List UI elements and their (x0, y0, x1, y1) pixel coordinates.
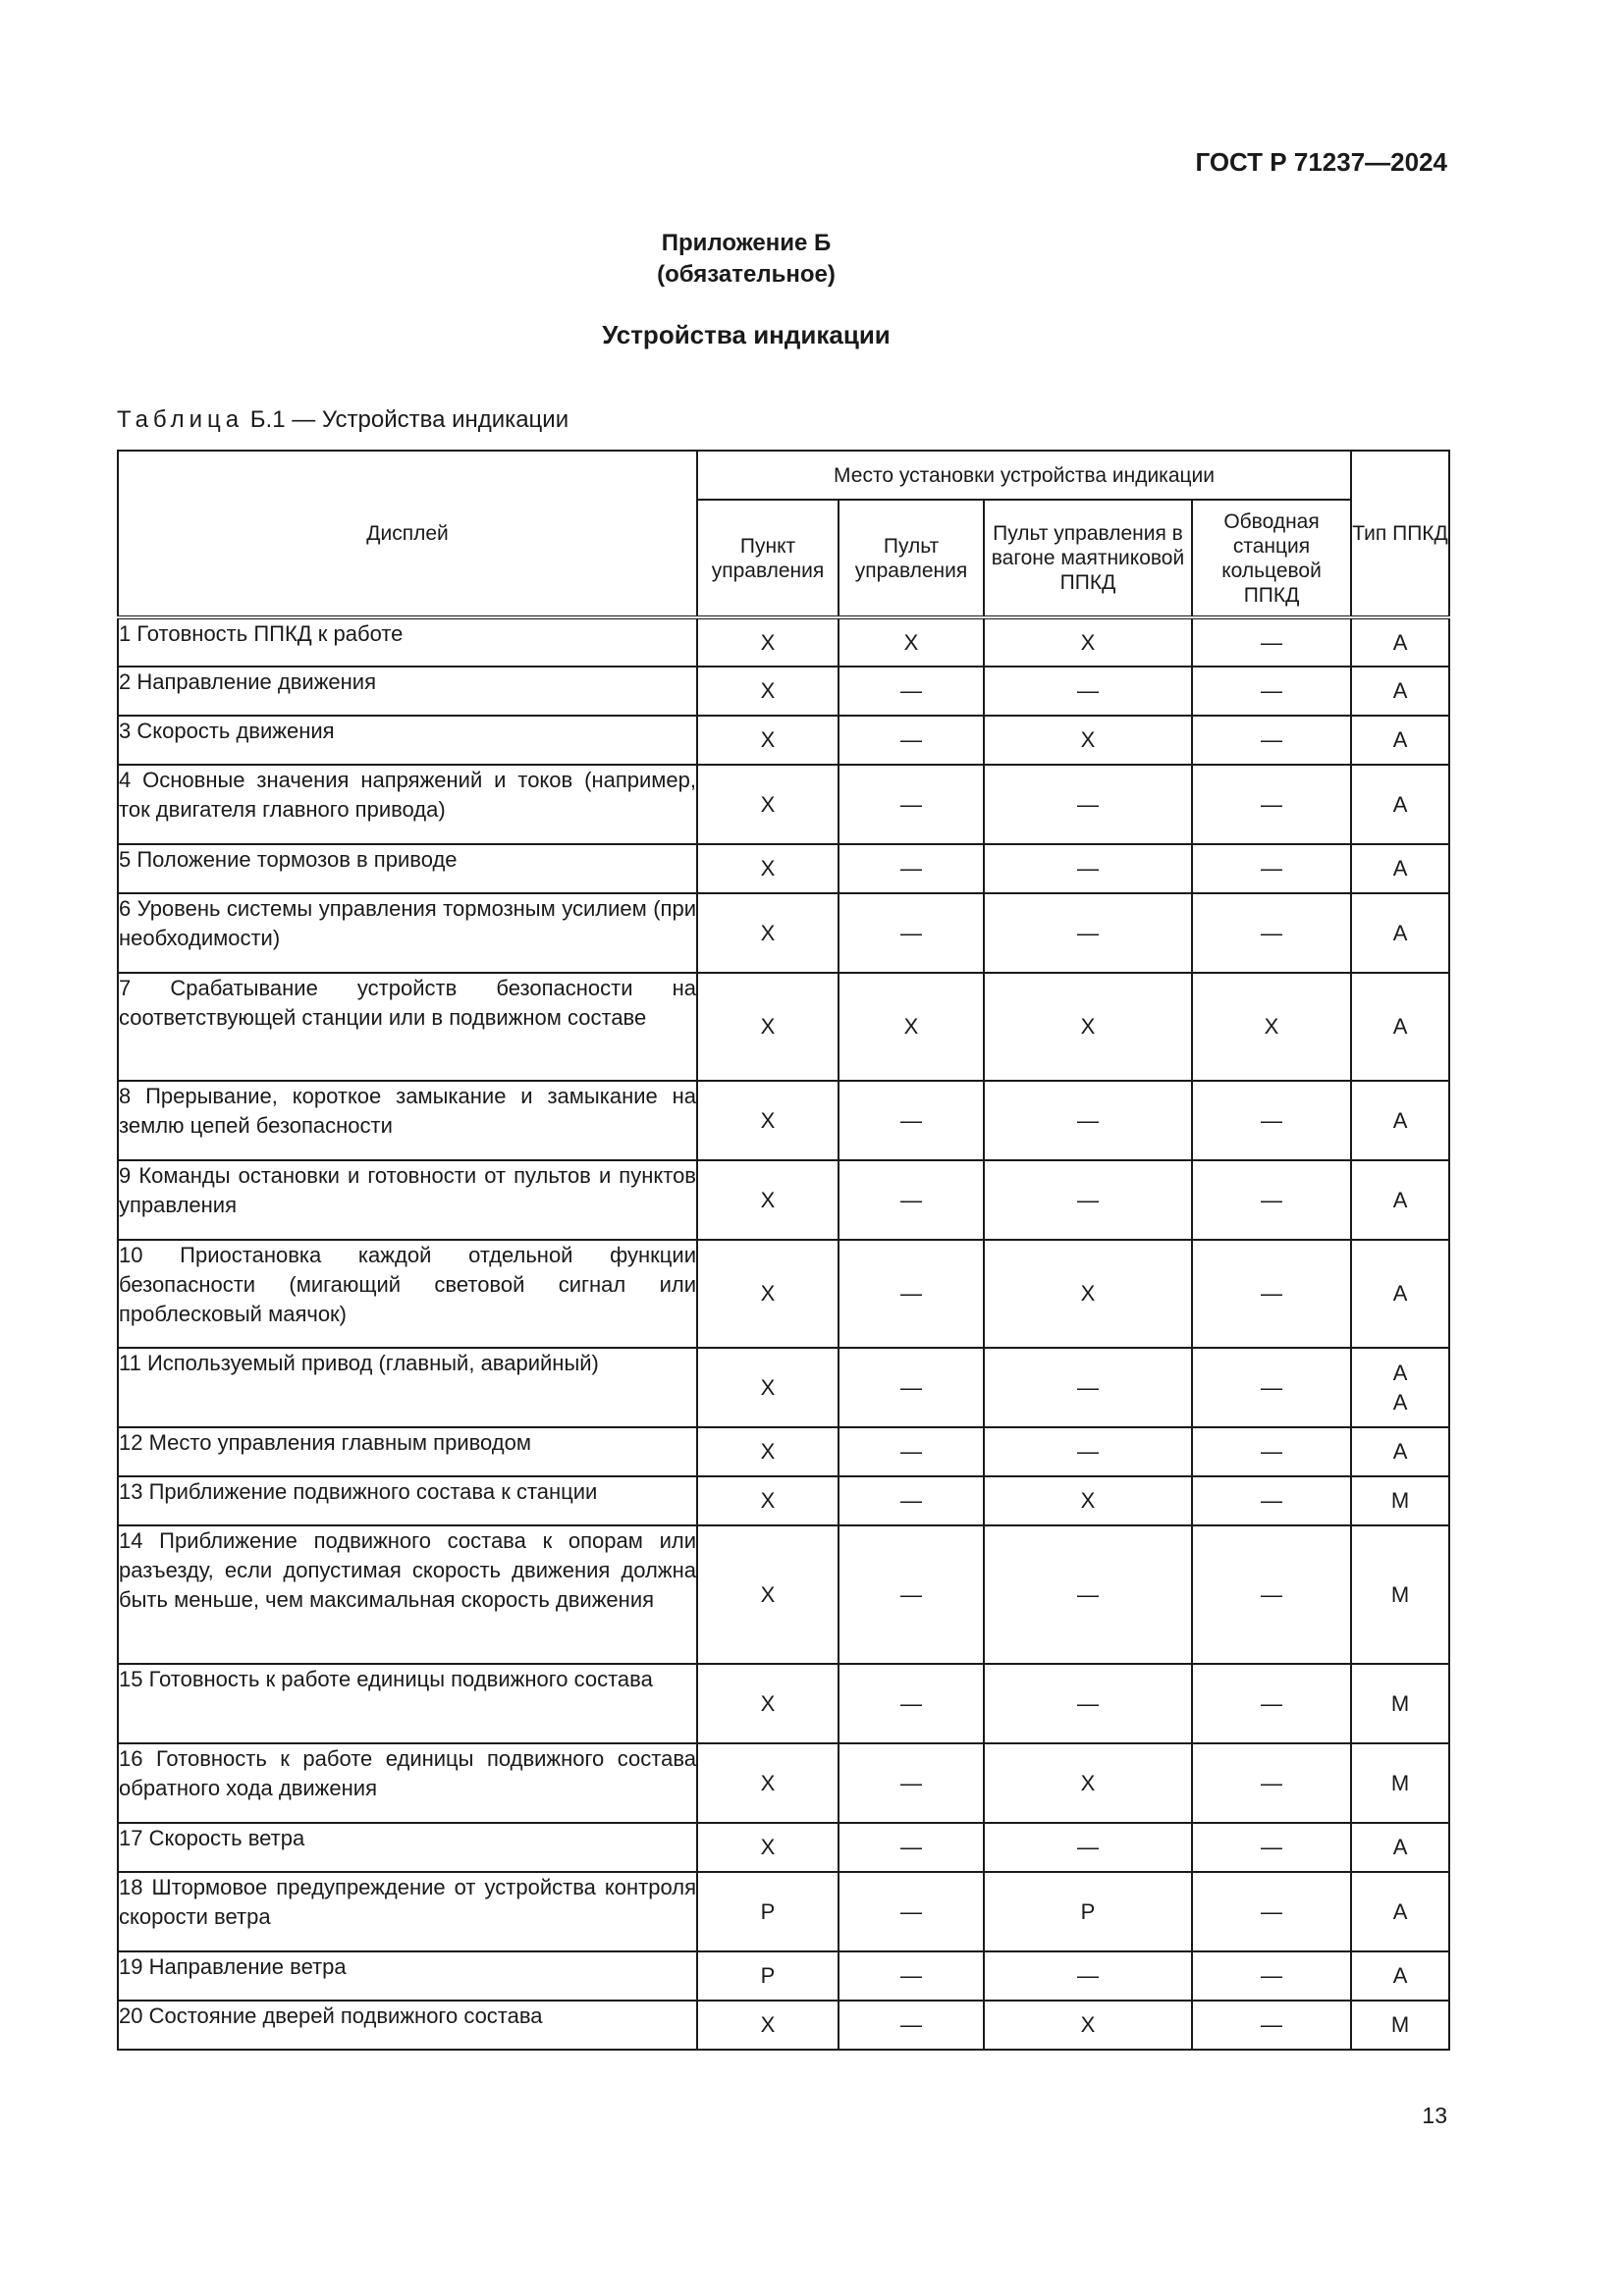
document-code: ГОСТ Р 71237—2024 (1195, 147, 1447, 177)
table-row (118, 617, 1449, 667)
row-display-name: 13 Приближение подвижного состава к станции (118, 1476, 697, 1525)
row-location-value: X (697, 1240, 839, 1348)
row-location-value: X (697, 1081, 839, 1160)
row-type-value: А (1351, 1427, 1449, 1476)
row-display-name: 14 Приближение подвижного состава к опорам или разъезду, если допустимая скорость движения должна быть меньше, чем максимальная скорость движения (118, 1525, 697, 1664)
row-location-value: X (697, 1160, 839, 1240)
table-row (118, 1872, 1449, 1951)
row-display-name: 11 Используемый привод (главный, аварийный) (118, 1348, 697, 1427)
row-location-value: — (839, 1348, 984, 1427)
row-location-value: — (839, 667, 984, 716)
row-type-value: А (1351, 1872, 1449, 1951)
row-location-value: — (984, 1427, 1192, 1476)
row-location-value: — (839, 765, 984, 844)
row-location-value: X (984, 2001, 1192, 2050)
row-display-name: 6 Уровень системы управления тормозным усилием (при необходимости) (118, 893, 697, 973)
row-location-value: — (1192, 1823, 1351, 1872)
row-location-value: — (1192, 1348, 1351, 1427)
row-type-value: А (1351, 1081, 1449, 1160)
table-row (118, 1664, 1449, 1743)
table-row (118, 844, 1449, 893)
appendix-heading (0, 228, 1492, 291)
table-row (118, 973, 1449, 1081)
row-type-value: А (1351, 1951, 1449, 2001)
row-type-value: А (1351, 667, 1449, 716)
row-location-value: — (1192, 1951, 1351, 2001)
row-location-value: — (1192, 844, 1351, 893)
page-number: 13 (1422, 2103, 1447, 2128)
row-type-value: А (1351, 765, 1449, 844)
table-row (118, 1348, 1449, 1427)
row-type-value: М (1351, 1525, 1449, 1664)
header-display: Дисплей (118, 451, 697, 617)
row-location-value: — (984, 1823, 1192, 1872)
row-display-name: 18 Штормовое предупреждение от устройства контроля скорости ветра (118, 1872, 697, 1951)
row-location-value: P (984, 1872, 1192, 1951)
row-location-value: X (697, 1348, 839, 1427)
row-type-value: А (1351, 1240, 1449, 1348)
table-row (118, 765, 1449, 844)
row-location-value: — (839, 844, 984, 893)
row-location-value: — (1192, 1240, 1351, 1348)
row-location-value: P (697, 1951, 839, 2001)
table-row (118, 716, 1449, 765)
row-location-value: X (697, 2001, 839, 2050)
row-location-value: X (984, 1743, 1192, 1823)
row-display-name: 9 Команды остановки и готовности от пультов и пунктов управления (118, 1160, 697, 1240)
row-display-name: 2 Направление движения (118, 667, 697, 716)
row-location-value: X (1192, 973, 1351, 1081)
row-display-name: 8 Прерывание, короткое замыкание и замыкание на землю цепей безопасности (118, 1081, 697, 1160)
row-location-value: — (984, 844, 1192, 893)
row-location-value: — (1192, 1160, 1351, 1240)
row-location-value: X (697, 667, 839, 716)
row-location-value: — (1192, 716, 1351, 765)
row-location-value: X (984, 716, 1192, 765)
row-display-name: 16 Готовность к работе единицы подвижного состава обратного хода движения (118, 1743, 697, 1823)
row-location-value: X (697, 973, 839, 1081)
row-location-value: — (984, 1348, 1192, 1427)
row-type-value: А (1351, 1160, 1449, 1240)
table-body (118, 617, 1449, 2050)
row-location-value: — (839, 716, 984, 765)
row-location-value: X (984, 973, 1192, 1081)
row-location-value: — (1192, 765, 1351, 844)
row-location-value: X (697, 844, 839, 893)
header-location-group: Место установки устройства индикации (697, 451, 1351, 500)
row-location-value: — (1192, 1872, 1351, 1951)
row-type-value: А (1351, 617, 1449, 667)
row-location-value: — (1192, 1476, 1351, 1525)
row-location-value: — (1192, 1525, 1351, 1664)
row-type-value: М (1351, 1664, 1449, 1743)
header-control-panel: Пульт управления (839, 500, 984, 617)
row-location-value: X (697, 617, 839, 667)
section-title: Устройства индикации (602, 320, 891, 349)
row-type-value: А (1351, 844, 1449, 893)
row-type-value: А (1351, 893, 1449, 973)
row-location-value: — (839, 1476, 984, 1525)
row-location-value: — (984, 1160, 1192, 1240)
row-display-name: 5 Положение тормозов в приводе (118, 844, 697, 893)
row-location-value: — (984, 1951, 1192, 2001)
appendix-title: Приложение Б (661, 230, 832, 256)
row-display-name: 1 Готовность ППКД к работе (118, 617, 697, 667)
row-location-value: X (697, 1664, 839, 1743)
row-location-value: X (984, 1240, 1192, 1348)
row-display-name: 15 Готовность к работе единицы подвижного состава (118, 1664, 697, 1743)
indication-devices-table (117, 450, 1450, 2051)
appendix-status: (обязательное) (657, 261, 836, 288)
table-row (118, 667, 1449, 716)
row-location-value: — (1192, 2001, 1351, 2050)
row-location-value: — (1192, 1427, 1351, 1476)
row-location-value: — (839, 1240, 984, 1348)
row-display-name: 12 Место управления главным приводом (118, 1427, 697, 1476)
table-row (118, 1743, 1449, 1823)
table-row (118, 2001, 1449, 2050)
row-location-value: — (1192, 893, 1351, 973)
row-location-value: — (839, 1525, 984, 1664)
row-location-value: — (839, 1743, 984, 1823)
table-row (118, 1823, 1449, 1872)
row-location-value: — (839, 1872, 984, 1951)
row-location-value: — (1192, 1743, 1351, 1823)
row-location-value: X (697, 1743, 839, 1823)
row-display-name: 10 Приостановка каждой отдельной функции безопасности (мигающий световой сигнал или проблесковый маячок) (118, 1240, 697, 1348)
row-type-value: А (1351, 973, 1449, 1081)
header-bypass-station: Обводная станция кольцевой ППКД (1192, 500, 1351, 617)
row-display-name: 19 Направление ветра (118, 1951, 697, 2001)
row-location-value: X (697, 1427, 839, 1476)
row-location-value: P (697, 1872, 839, 1951)
row-location-value: X (697, 765, 839, 844)
row-location-value: — (839, 1081, 984, 1160)
row-display-name: 4 Основные значения напряжений и токов (например, ток двигателя главного привода) (118, 765, 697, 844)
row-location-value: — (984, 1664, 1192, 1743)
row-location-value: X (697, 1525, 839, 1664)
row-location-value: X (984, 1476, 1192, 1525)
row-display-name: 20 Состояние дверей подвижного состава (118, 2001, 697, 2050)
row-location-value: — (839, 1160, 984, 1240)
row-location-value: — (839, 1951, 984, 2001)
row-display-name: 7 Срабатывание устройств безопасности на соответствующей станции или в подвижном составе (118, 973, 697, 1081)
row-location-value: X (697, 893, 839, 973)
row-location-value: X (697, 1476, 839, 1525)
row-type-value: А (1351, 716, 1449, 765)
row-type-value: М (1351, 1476, 1449, 1525)
row-location-value: — (1192, 1664, 1351, 1743)
table-row (118, 1240, 1449, 1348)
row-location-value: X (697, 1823, 839, 1872)
table-row (118, 1427, 1449, 1476)
row-type-value: А А (1351, 1348, 1449, 1427)
row-location-value: — (984, 893, 1192, 973)
row-location-value: — (1192, 617, 1351, 667)
table-caption (117, 406, 568, 434)
row-location-value: — (1192, 1081, 1351, 1160)
row-location-value: — (839, 2001, 984, 2050)
row-display-name: 3 Скорость движения (118, 716, 697, 765)
table-row (118, 1525, 1449, 1664)
table-row (118, 893, 1449, 973)
row-location-value: — (839, 1427, 984, 1476)
table-caption-label: Таблица (117, 406, 244, 433)
row-location-value: — (984, 1525, 1192, 1664)
row-location-value: X (984, 617, 1192, 667)
row-type-value: М (1351, 1743, 1449, 1823)
row-location-value: — (984, 1081, 1192, 1160)
row-type-value: М (1351, 2001, 1449, 2050)
table-row (118, 1951, 1449, 2001)
row-type-value: А (1351, 1823, 1449, 1872)
row-location-value: X (839, 973, 984, 1081)
table-row (118, 1081, 1449, 1160)
header-control-point: Пункт управления (697, 500, 839, 617)
table-row (118, 1160, 1449, 1240)
row-location-value: X (839, 617, 984, 667)
header-type: Тип ППКД (1351, 451, 1449, 617)
row-display-name: 17 Скорость ветра (118, 1823, 697, 1872)
header-panel-in-car: Пульт управления в вагоне маятниковой ППКД (984, 500, 1192, 617)
row-location-value: — (839, 1823, 984, 1872)
row-location-value: — (839, 1664, 984, 1743)
row-location-value: — (839, 893, 984, 973)
table-row (118, 1476, 1449, 1525)
row-location-value: X (697, 716, 839, 765)
row-location-value: — (984, 765, 1192, 844)
table-caption-text: Б.1 — Устройства индикации (249, 406, 569, 433)
row-location-value: — (1192, 667, 1351, 716)
row-location-value: — (984, 667, 1192, 716)
